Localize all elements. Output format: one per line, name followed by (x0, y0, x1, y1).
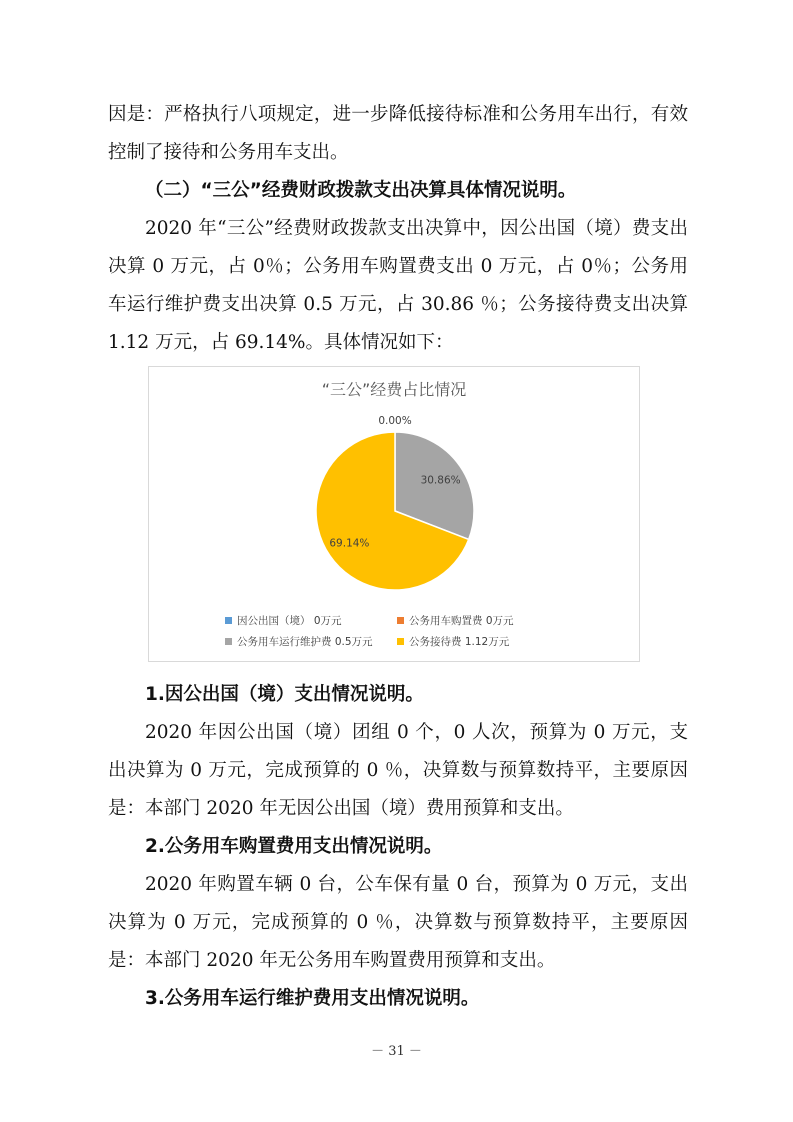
legend-swatch (225, 638, 232, 645)
paragraph-intro: 因是：严格执行八项规定，进一步降低接待标准和公务用车出行，有效控制了接待和公务用车支出。 (108, 104, 688, 163)
legend-item (225, 634, 397, 649)
legend-swatch (225, 617, 232, 624)
legend-item (397, 634, 597, 649)
legend-label: 因公出国（境） 0万元 (237, 615, 342, 627)
section-heading-5: 3.公务用车运行维护费用支出情况说明。 (145, 988, 480, 1009)
legend-label: 公务用车购置费 0万元 (409, 615, 514, 627)
section-heading-2: （二）“三公”经费财政拨款支出决算具体情况说明。 (145, 180, 577, 201)
paragraph-overseas: 2020 年因公出国（境）团组 0 个，0 人次，预算为 0 万元，支出决算为 0 万元，完成预算的 0 ％，决算数与预算数持平，主要原因是：本部门 2020 年无因公出国（境）费用预算和支出。 (108, 722, 688, 819)
legend-item (225, 613, 397, 628)
pie-data-label: 69.14% (329, 537, 370, 550)
legend-item (397, 613, 597, 628)
legend-label: 公务接待费 1.12万元 (409, 636, 510, 648)
chart-title: “三公”经费占比情况 (321, 380, 467, 399)
pie-chart (148, 366, 640, 662)
page-number: － 31 － (371, 1044, 422, 1059)
section-heading-3: 1.因公出国（境）支出情况说明。 (145, 684, 424, 705)
paragraph-vehicle-purchase: 2020 年购置车辆 0 台，公车保有量 0 台，预算为 0 万元，支出决算为 0 万元，完成预算的 0 ％，决算数与预算数持平，主要原因是：本部门 2020 年无公务用车购置费用预算和支出。 (108, 874, 688, 971)
chart-legend (225, 613, 605, 649)
section-heading-4: 2.公务用车购置费用支出情况说明。 (145, 836, 443, 857)
pie-data-label: 0.00% (378, 415, 412, 427)
paragraph-summary: 2020 年“三公”经费财政拨款支出决算中，因公出国（境）费支出决算 0 万元，占 0％；公务用车购置费支出 0 万元，占 0％；公务用车运行维护费支出决算 0.5 万元，占 30.86 ％；公务接待费支出决算 1.12 万元，占 69.14%。具体情况如下： (108, 218, 688, 353)
pie-data-label: 30.86% (420, 474, 461, 487)
legend-swatch (397, 617, 404, 624)
legend-swatch (397, 638, 404, 645)
legend-label: 公务用车运行维护费 0.5万元 (237, 636, 373, 648)
